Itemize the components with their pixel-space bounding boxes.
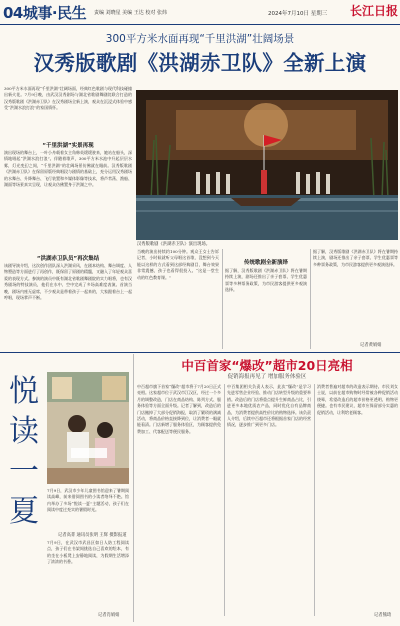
column-yue-byline-1: 记者高菁 通讯员张明 王辉 摄影报道 bbox=[58, 533, 127, 538]
lead-body-col-4: 据了解，汉秀版歌剧《洪湖赤卫队》将在暑期持续上演，剧场还推出了亲子套票、学生优惠票等多种票务政策，为市民游客提供更多观演选择。 bbox=[225, 268, 307, 293]
story2-headline: 中百首家“爆改”超市20日亮相 bbox=[181, 358, 353, 373]
column-yue-text-1: 7月9日，武汉市少年儿童图书馆迎来了暑期阅读高峰，前来借阅图书的小读者络绎不绝。馆内举办了多场“悦读一夏”主题活动，孩子们在阅读中度过充实的暑假时光。 bbox=[47, 488, 129, 513]
kids-reading-photo bbox=[47, 372, 129, 484]
story2-subheadline: 促销海报再见了 增加服务体验区 bbox=[227, 374, 307, 380]
story2-body-col-2: 中百集团相关负责人表示，此次“爆改”是学习先进零售企业经验、推动门店转型升级的重要举措。改造后的门店将重点提升生鲜商品占比，引进更多本地优质农产品，同时优化自有品牌商品，为消费者提供高性价比的购物选择。该负责人介绍，后续中百超市还将根据首家门店的经营情况，逐步推广到更多门店。 bbox=[227, 384, 311, 428]
lead-kicker: 300平方米水面再现“千里洪湖”壮阔场景 bbox=[105, 33, 295, 45]
lead-intro: 300平方米水面再现“千里洪湖”壮阔场面，经典红色歌剧与现代科技碰撞出新火花。7月9日晚，由武汉汉秀剧场与湖北省歌剧舞剧院联合打造的汉秀版歌剧《洪湖赤卫队》在汉秀剧场全新上演，观众在沉浸式体验中感受“洪湖水浪打浪”的家国情怀。 bbox=[4, 86, 132, 111]
section-title: 04城事·民生 bbox=[3, 4, 87, 22]
story2-body-col-1: 中百超市旗下首家“爆改”超市将于7月20日正式亮相。这家超市位于武汉市江汉区，经过一个多月的调整改造，门店在商品结构、陈列方式、服务体验等方面全面升级。记者了解到，改造后的门店撤掉了大部分促销海报，取消了繁琐的满减活动，将商品价格直接降到位，让消费者一眼就能看清。门店新增了服务体验区，为顾客提供免费加工、代客配送等便民服务。 bbox=[137, 384, 221, 434]
kids-illustration bbox=[47, 372, 129, 484]
lead-body-col-1: 演出现场的舞台上，一叶小舟载着女主角韩英缓缓驶来，她站在船头，深情地唱起“洪湖水浪打浪”。伴随着歌声，300平方米水池中升起层层水雾，灯光变幻之间，“千里洪湖”的壮阔场景仿佛就在眼前。汉秀版歌剧《洪湖赤卫队》在保留原版经典唱段与剧情的基础上，充分运用汉秀剧场的水舞台、升降舞台、飞行装置和多媒体影像等技术，将芦苇荡、渔船、湖面等场景真实呈现，让观众仿佛置身于洪湖之中。 bbox=[4, 150, 132, 188]
lead-subhead-3: 传统歌剧全新演绎 bbox=[243, 260, 288, 266]
column-yue-char: 一 bbox=[9, 454, 39, 489]
lead-subhead-1: “千里洪湖”实景再现 bbox=[42, 143, 94, 149]
story-divider bbox=[133, 354, 134, 622]
column-divider bbox=[224, 384, 225, 616]
column-yue-char: 夏 bbox=[9, 494, 39, 529]
masthead-logo: 长江日报 bbox=[350, 4, 399, 18]
spacer bbox=[4, 356, 132, 357]
photo-caption: 汉秀版歌剧《洪湖赤卫队》演出现场。 bbox=[137, 242, 211, 247]
column-yue-char: 读 bbox=[9, 414, 39, 449]
column-divider bbox=[314, 384, 315, 616]
lead-body-col-3: 当晚的演出持续约100分钟。观众王女士告诉记者，小时候就听父母唱这首歌，没想到今天能以这样的方式看到这部经典剧目，舞台效果非常震撼，孩子也看得很投入。“这是一堂生动的红色教育课。” bbox=[137, 249, 219, 280]
lead-body-col-2: 该剧导演介绍，这次创作团队深入洪湖采风，在剧本结构、舞台调度、人物塑造等方面进行了再创作，既保留了原剧的精髓，又融入了年轻观众喜爱的表现方式。参演的演员中既有湖北省歌剧舞剧院的实力唱将，也有汉秀剧场的特技演员，他们在水中、空中完成了多场高难度表演。首演当晚，剧场内座无虚席，不少观众是带着孩子一起来的，大家跟着台上一起哼唱，现场掌声不断。 bbox=[4, 263, 132, 301]
column-divider bbox=[222, 249, 223, 349]
section-divider bbox=[0, 352, 400, 353]
column-divider bbox=[310, 249, 311, 349]
editor-credits: 责编 刘晓星 美编 王达 校对 张炜 bbox=[94, 10, 167, 16]
column-yue-byline-2: 记者肖娟娟 bbox=[98, 613, 120, 618]
stage-photo bbox=[136, 90, 398, 240]
stage-illustration bbox=[136, 90, 398, 240]
story2-reporter: 记者熊琦 bbox=[374, 613, 392, 618]
story2-body-col-3: 消费者普遍对超市的改造表示期待。市民刘女士说，以前在超市购物时经常被各种促销活动绕晕，希望改造后的超市价格更透明、购物更便捷。也有市民建议，超市应保留部分实惠的促销活动，让利给老顾客。 bbox=[317, 384, 398, 415]
lead-reporter: 记者黄娟娟 bbox=[360, 343, 382, 348]
column-yue-title bbox=[4, 372, 44, 532]
lead-headline: 汉秀版歌剧《洪湖赤卫队》全新上演 bbox=[33, 51, 367, 75]
column-yue-char: 悦 bbox=[9, 374, 39, 409]
column-yue-text-2: 7月9日，在武汉市武昌区如日人防工程阅读点，孩子们在书架间挑选自己喜欢的绘本，有的坐在小板凳上安静地阅读，为假期生活增添了浓浓的书香。 bbox=[47, 540, 129, 565]
lead-body-col-5: 据了解，汉秀版歌剧《洪湖赤卫队》将在暑期持续上演，剧场还推出了亲子套票、学生优惠票等多种票务政策，为市民游客提供更多观演选择。 bbox=[313, 249, 398, 267]
issue-date: 2024年7月10日 星期三 bbox=[268, 11, 328, 17]
lead-subhead-2: “洪湖赤卫队员”再次集结 bbox=[36, 256, 100, 262]
